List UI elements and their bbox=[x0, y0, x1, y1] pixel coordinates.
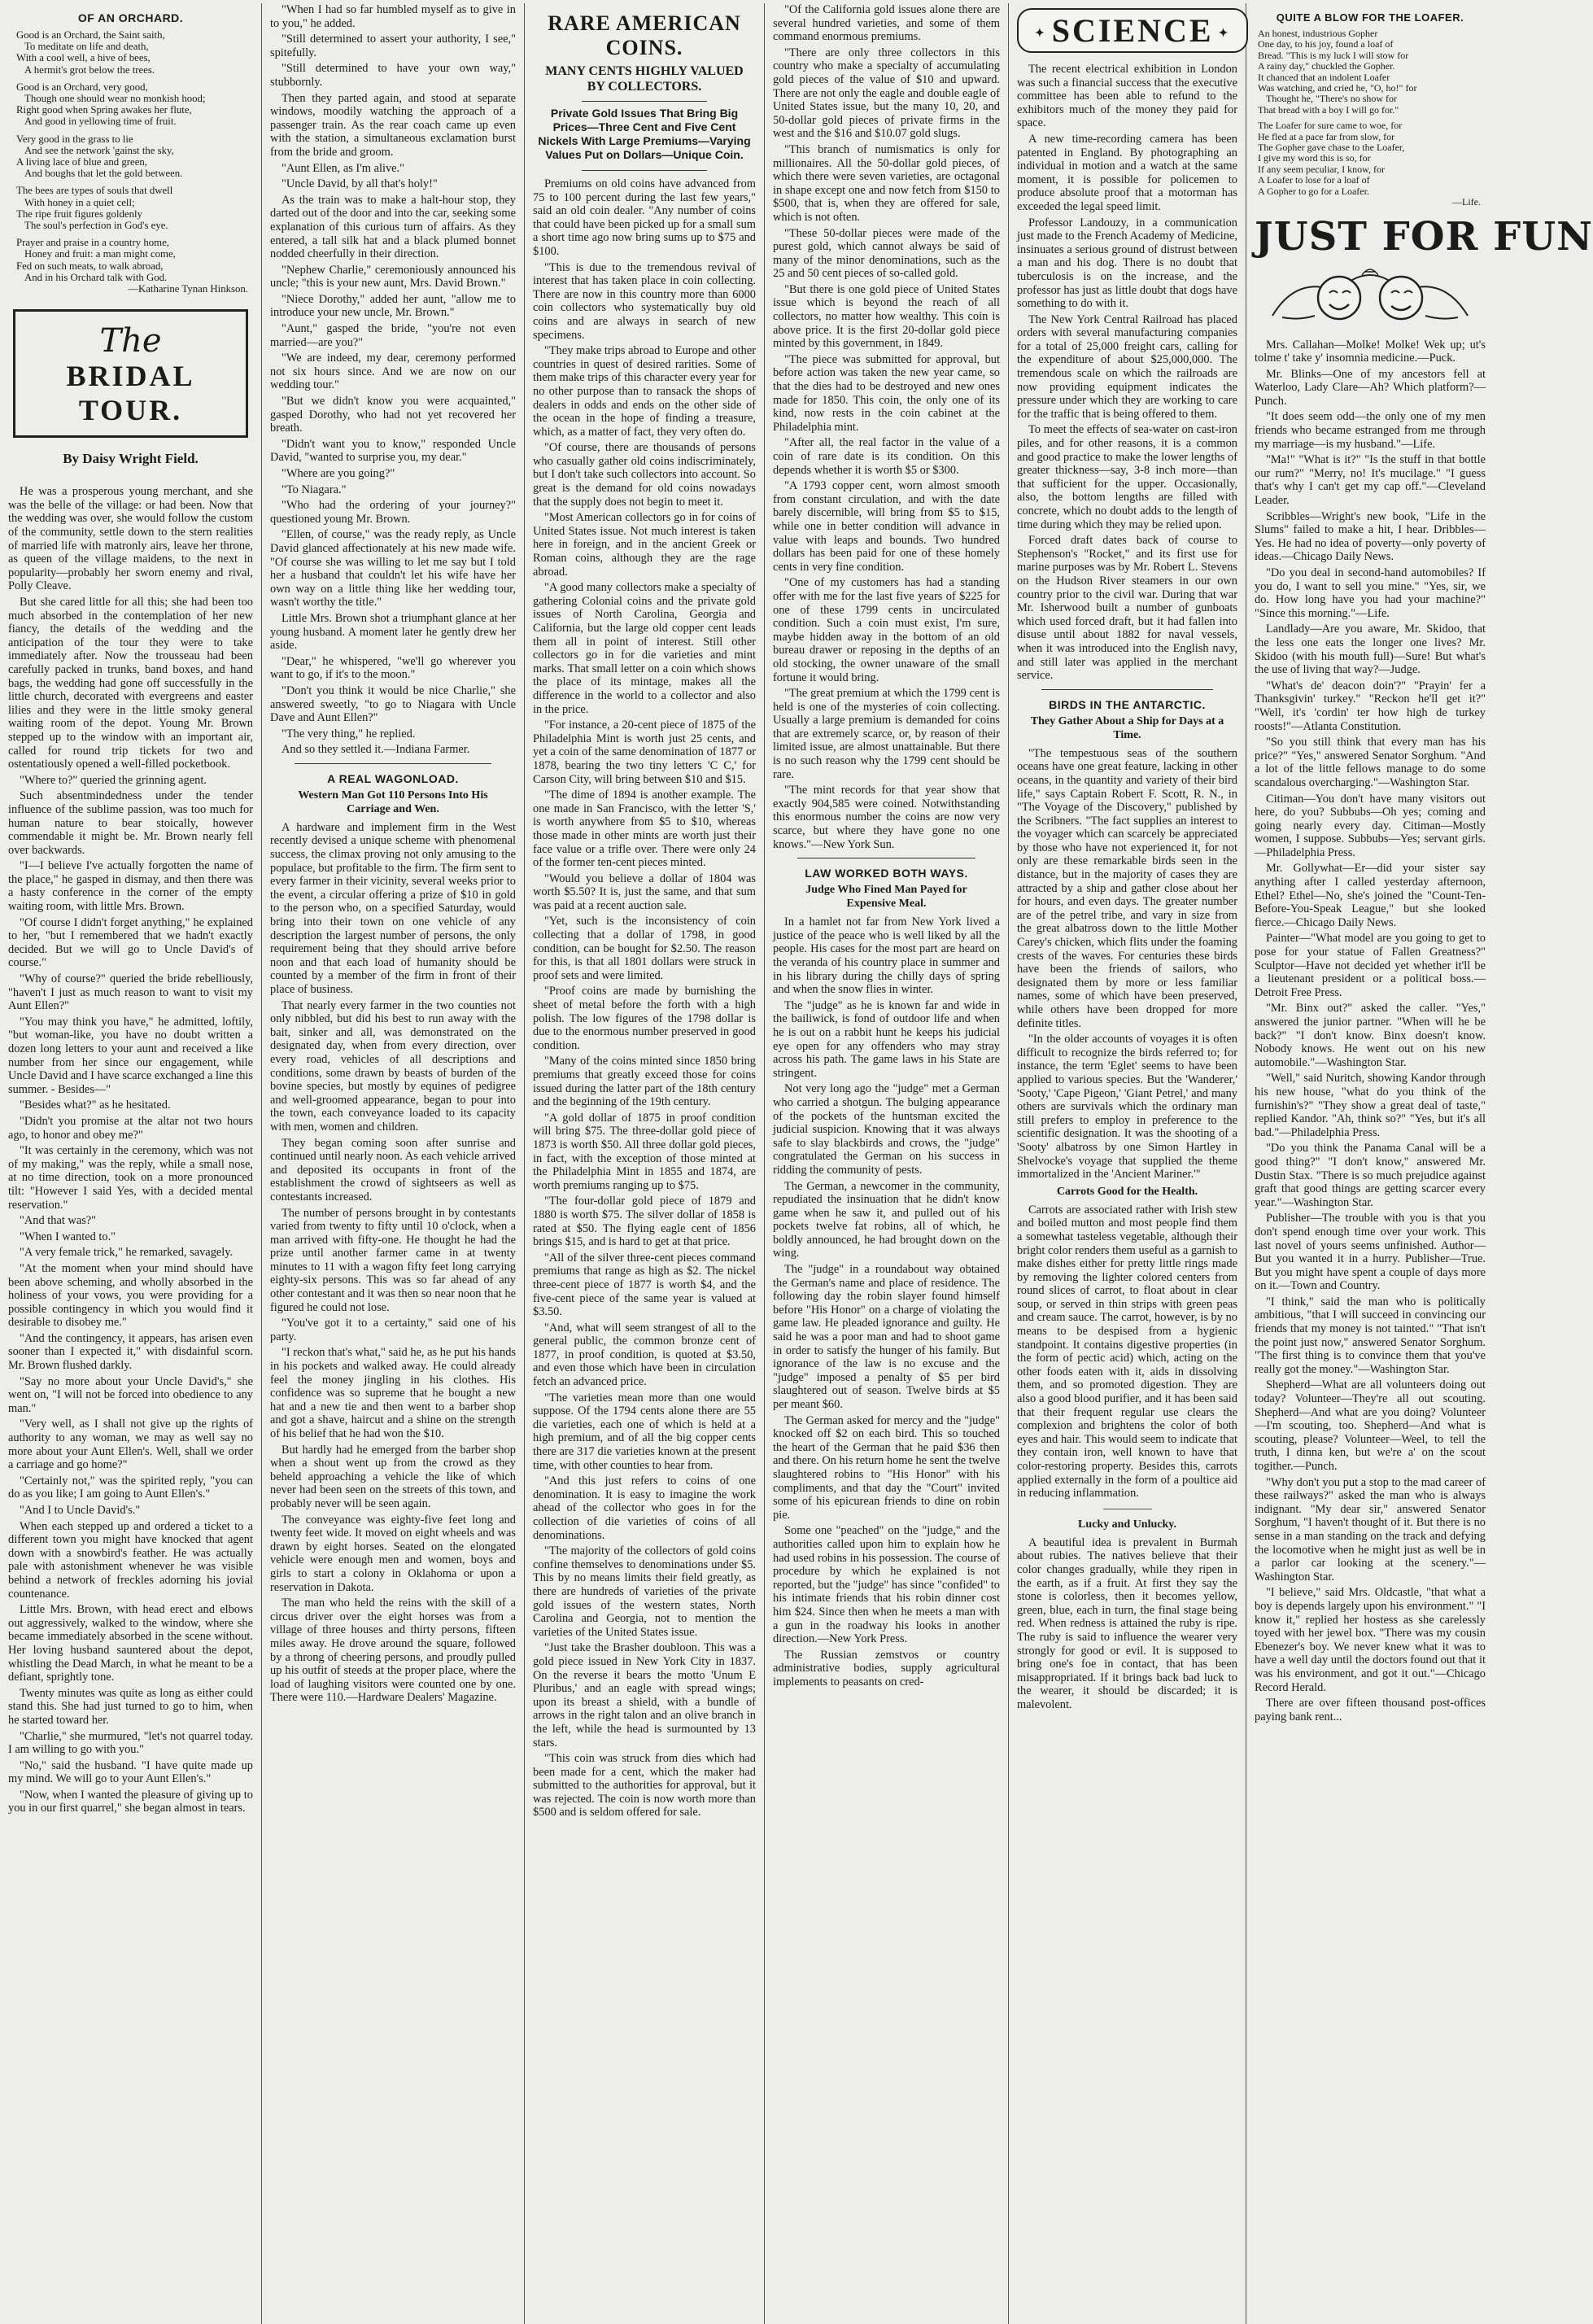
article-body bbox=[533, 177, 756, 1819]
paragraph: "Mr. Binx out?" asked the caller. "Yes," answered the junior partner. "When will he be back?" "I don't know. Binx doesn't know. Nobody knows. He went out on his new automobile."—Washington Star. bbox=[1255, 1002, 1486, 1069]
paragraph: "It does seem odd—the only one of my men friends who became estranged from me through my marriage—is my husband."—Life. bbox=[1255, 410, 1486, 451]
paragraph: "Charlie," she murmured, "let's not quarrel today. I am willing to go with you." bbox=[8, 1729, 253, 1757]
paragraph: And so they settled it.—Indiana Farmer. bbox=[282, 743, 470, 757]
poem-line: Bread. "This is my luck I will stow for bbox=[1258, 49, 1409, 61]
paragraph: "Now, when I wanted the pleasure of giving up to you in our first quarrel," she began almost in tears. bbox=[8, 1788, 253, 1815]
paragraph: "I think," said the man who is politically ambitious, "that I will succeed in convincing our friends that my money is not tainted." "That isn't the point just now," answered Senator Sorghum. "The first thing is to convince them that you've really got the money."—Washington Star. bbox=[1255, 1295, 1486, 1376]
paragraph: Carrots are associated rather with Irish stew and boiled mutton and most people find them a somewhat tasteless vegetable, although their bright color renders them useful as a garnish to make dishes either for pretty little rings made by removing the lighter colored centers from round slices of carrot, to float about in clear soup, or served in thin strips with green peas and cream sauce. The carrot, however, is by no means to be despised from a hygienic standpoint. It contains digestive properties (in the form of pectic acid) which, acting on the other foods eaten with it, aids in dissolving them, and so promoted digestion. They are also a good blood purifier, and it has been said that their frequent regular use clears the complexion and brightens the color of both eyes and hair. This would seem to indicate that they contain iron, well known to have that color-restoring property. Besides this, carrots applied externally in the form of a poultice aid in reducing inflammation. bbox=[1017, 1203, 1237, 1501]
paragraph: "Nephew Charlie," ceremoniously announced his uncle; "this is your new aunt, Mrs. David Brown." bbox=[270, 263, 516, 290]
science-banner-text: ✦ SCIENCE ✦ bbox=[1017, 8, 1248, 53]
paragraph: Citiman—You don't have many visitors out here, do you? Subbubs—Oh yes; coming and going nearly every day. Citiman—Mostly women, I suppose. Subbubs—Yes; servant girls.—Philadelphia Press. bbox=[1255, 792, 1486, 859]
paragraph: Little Mrs. Brown, with head erect and elbows out aggressively, walked to the window, where she became immediately absorbed in the scene without. Her loving husband sauntered about the depot, whistling the Dead March, in what he meant to be a defiant, sprightly tone. bbox=[8, 1603, 253, 1684]
paragraph: "The varieties mean more than one would suppose. Of the 1794 cents alone there are 55 die varieties, each one of which is held at a high premium, and of all the big copper cents there are 317 die varieties known at the present time, with other counties to hear from. bbox=[533, 1391, 756, 1472]
poem-line: The Gopher gave chase to the Loafer, bbox=[1258, 142, 1405, 154]
paragraph: Forced draft dates back of course to Stephenson's "Rocket," and its first use for marine purposes was by Mr. Robert L. Stevens on the Hudson River steamers in our own country prior to the civil war. During that war Mr. Isherwood built a number of gunboats which used forced draft, but it had fallen into disuse until about 1882 for naval vessels, when it was introduced into the English navy, and still later was applied in the merchant service. bbox=[1017, 534, 1237, 683]
article-body bbox=[773, 3, 1000, 851]
orchard-heading: OF AN ORCHARD. bbox=[77, 11, 184, 24]
paragraph: "Well," said Nuritch, showing Kandor through his new house, "what do you think of the furnishin's?" "They show a great deal of taste," replied Kandor. "Ah, think so?" "Yes, but it's all bad."—Philadelphia Press. bbox=[1255, 1072, 1486, 1139]
poem-line: With a cool well, a hive of bees, bbox=[16, 52, 151, 64]
column-1 bbox=[0, 3, 262, 2324]
paragraph: "But there is one gold piece of United States issue which is beyond the reach of all collectors, no matter how wealthy. This coin is above price. It is the first 20-dollar gold piece minted by this government, in 1849. bbox=[773, 282, 1000, 351]
paragraph: "Of course, there are thousands of persons who casually gather old coins indiscriminately, but I don't take such collectors into account. So great is the demand for old coins nowadays that the supply does not begin to meet it. bbox=[533, 441, 756, 509]
paragraph: "But we didn't know you were acquainted," gasped Dorothy, who had not yet recovered her breath. bbox=[270, 395, 516, 435]
paragraph: Mr. Gollywhat—Er—did your sister say anything after I called yesterday afternoon, Ethel? Ethel—No, she's joined the "Count-Ten-Before-You-Speak League," but she looked fierce.—Chicago Daily News. bbox=[1255, 862, 1486, 929]
paragraph: "You've got it to a certainty," said one of his party. bbox=[270, 1317, 516, 1343]
column-3 bbox=[525, 3, 765, 2324]
poem-line: And good in yellowing time of fruit. bbox=[24, 116, 177, 128]
law-subheading: Judge Who Fined Man Payed for Expensive Meal. bbox=[805, 884, 967, 911]
paragraph: Publisher—The trouble with you is that you don't spend enough time over your work. This last novel of yours seems unfinished. Author—But you wanted it in a hurry. Publisher—True. But you might have spent a couple of days more on it.—Town and Country. bbox=[1255, 1212, 1486, 1293]
poem-line: The bees are types of souls that dwell bbox=[16, 185, 173, 197]
paragraph: The German asked for mercy and the "judge" knocked off $2 on each bird. This so touched the heart of the German that he paid $36 then and there. On his return home he sent the twelve slaughtered robins to "His Honor" with his compliments, and that day the "Court" invited some of his epicurean friends to dine on robin pie. bbox=[773, 1413, 1000, 1522]
paragraph: "A gold dollar of 1875 in proof condition will bring $75. The three-dollar gold piece of 1873 is worth $50. All three dollar gold pieces, in fact, with the exception of those minted at the Philadelphia Mint in 1855 and 1874, are worth premiums ranging up to $75. bbox=[533, 1111, 756, 1192]
paragraph: "It was certainly in the ceremony, which was not of my making," was the reply, while a small nose, at no time direction, took on a more pronounced tilt: "However I said Yes, with a decided mental reservation." bbox=[8, 1144, 253, 1212]
paragraph: "When I had so far humbled myself as to give in to you," he added. bbox=[270, 3, 516, 30]
paragraph: "There are only three collectors in this country who make a specialty of accumulating gold pieces of the value of $10 and upward. There are not only the eagle and double eagle of United States issue, but the many 10, 20, and 50-dollar gold pieces of private firms in the west and the $16 and $10.07 gold slugs. bbox=[773, 46, 1000, 141]
paragraph: They began coming soon after sunrise and continued until nearly noon. As each vehicle arrived and deposited its occupants in front of the establishment the crowd of sightseers as well as contestants increased. bbox=[270, 1136, 516, 1204]
paragraph: "The piece was submitted for approval, but before action was taken the new year came, so that the dies had to be destroyed and new ones made for 1850. This coin, the only one of its kind, now rests in the coin cabinet at the Philadelphia mint. bbox=[773, 352, 1000, 434]
poem-line: The ripe fruit figures goldenly bbox=[16, 208, 142, 220]
paragraph: Professor Landouzy, in a communication just made to the French Academy of Medicine, insinuates a serious ground of distrust between a man and his dog. There is no doubt that tuberculosis is on the increase, and the professor has just as little doubt that dogs have something to do with it. bbox=[1017, 216, 1237, 311]
paragraph: "And I to Uncle David's." bbox=[20, 1504, 141, 1518]
poem-line: Fed on such meats, to walk abroad, bbox=[16, 260, 164, 272]
paragraph: "The four-dollar gold piece of 1879 and 1880 is worth $75. The silver dollar of 1858 is rated at $50. The flying eagle cent of 1856 brings $15, and is hard to get at that price. bbox=[533, 1195, 756, 1249]
paragraph: Painter—"What model are you going to get to pose for your statue of Fallen Greatness?" Sculptor—Have not decided yet whether it'll be a lieutenant president or a political boss.—Detroit Free Press. bbox=[1255, 932, 1486, 999]
paragraph: "Ma!" "What is it?" "Is the stuff in that bottle our rum?" "Merry, no! It's mucilage." "I guess that's why I can't get my cap off."—Cleveland Leader. bbox=[1255, 453, 1486, 508]
paragraph: Twenty minutes was quite as long as either could stand this. She had just turned to go to him, when he started toward her. bbox=[8, 1686, 253, 1727]
poem-line: That bread with a boy I will go for." bbox=[1258, 103, 1399, 116]
paragraph: "Didn't want you to know," responded Uncle David, "wanted to surprise you, my dear." bbox=[270, 437, 516, 465]
poem-line: Right good when Spring awakes her flute, bbox=[16, 104, 192, 116]
poem-line: Though one should wear no monkish hood; bbox=[24, 93, 206, 105]
paragraph: The "judge" as he is known far and wide in the bailiwick, is fond of outdoor life and when he is out on a rabbit hunt he keeps his judicial eye open for any offenders who may stray across his path. The game laws in his State are stringent. bbox=[773, 998, 1000, 1080]
paragraph: "The mint records for that year show that exactly 904,585 were coined. Notwithstanding this enormous number the coins are now very scarce, but where they have gone no one knows."—New York Sun. bbox=[773, 784, 1000, 851]
paragraph: "Where are you going?" bbox=[282, 467, 395, 480]
poem-attribution: —Life. bbox=[1452, 196, 1481, 208]
paragraph: "A good many collectors make a specialty of gathering Colonial coins and the private gold issues of North Carolina, Georgia and California, but the large old copper cent leads them all in point of interest. Still other collectors go in for die varieties and mint marks. That small letter on a coin which shows the place of its mintage, makes all the difference in the world to a collector and also in the price. bbox=[533, 581, 756, 716]
paragraph: "Uncle David, by all that's holy!" bbox=[282, 177, 438, 191]
paragraph: "We are indeed, my dear, ceremony performed not six hours since. And we are now on our wedding tour." bbox=[270, 352, 516, 392]
paragraph: When each stepped up and ordered a ticket to a different town you might have knocked that agent down with a snowbird's feather. He was actually pale with astonishment whenever he was visible behind a network of freckles adorning his jovial countenance. bbox=[8, 1519, 253, 1601]
paragraph: "I reckon that's what," said he, as he put his hands in his pockets and walked away. He could already feel the money jingling in his clothes. His confidence was so supreme that he bought a new hat and a new tie and then went to a barber shop and got a shave, haircut and a shine on the strength of his belief that he had won the $10. bbox=[270, 1346, 516, 1440]
paragraph: "What's de' deacon doin'?" "Prayin' fer a Thanksgivin' turkey." "Reckon he'll get it?" "Well, it's 'cordin' ter how high de turkey roosts!"—Atlanta Constitution. bbox=[1255, 679, 1486, 733]
paragraph: "A 1793 copper cent, worn almost smooth from constant circulation, and with the date barely discernible, will bring from $5 to $15, while one in better condition will advance in value with leaps and bounds. Two hundred dollars has been paid for one of these homely cents in very fine condition. bbox=[773, 479, 1000, 574]
paragraph: "And, what will seem strangest of all to the general public, the common bronze cent of 1877, in proof condition, is quoted at $3.50, and even those which have been in circulation fetch an advanced price. bbox=[533, 1321, 756, 1389]
paragraph: "Don't you think it would be nice Charlie," she answered sweetly, "to go to Niagara with Uncle Dave and Aunt Ellen?" bbox=[270, 684, 516, 725]
paragraph: As the train was to make a halt-hour stop, they darted out of the door and into the car, seeking some explanation of this curious turn of affairs. As they entered, a tall silk hat and a black plumed bonnet nodded cheerfully in their direction. bbox=[270, 193, 516, 261]
paragraph: He was a prosperous young merchant, and she was the belle of the village: or had been. Now that the wedding was over, she would follow the custom of the community, settle down to the stern realities of married life with matronly airs, leave her throne, as queen of the village maidens, to the next in popularity—probably her sworn enemy and rival, Polly Cleave. bbox=[8, 485, 253, 593]
paragraph: "One of my customers has had a standing offer with me for the last five years of $225 for one of these 1799 cents in uncirculated condition. Such a coin must exist, I'm sure, maybe hidden away in the bottom of an old bureau drawer or reposing in the depths of an old stocking, the owner unaware of the small fortune it would bring. bbox=[773, 576, 1000, 684]
article-body bbox=[1017, 1204, 1237, 1501]
paragraph: "Would you believe a dollar of 1804 was worth $5.50? It is, just the same, and that sum was paid at a recent auction sale. bbox=[533, 872, 756, 912]
paragraph: The "judge" in a roundabout way obtained the German's name and place of residence. The following day the robin slayer found himself before "His Honor" on a charge of violating the game law. He pleaded ignorance and guilty. He said he was a poor man and had to shoot game in order to satisfy the hunger of his family. But ignorance of the law is no excuse and the "judge" imposed a penalty of $5 per bird slaughtered out of season. Twelve birds at $5 per meant $60. bbox=[773, 1263, 1000, 1411]
paragraph: "No," said the husband. "I have quite made up my mind. We will go to your Aunt Ellen's." bbox=[8, 1758, 253, 1786]
poem-line: A hermit's grot below the trees. bbox=[24, 63, 155, 76]
paragraph: The recent electrical exhibition in London was such a financial success that the executive committee has been able to refund to the exhibitors much of the money they paid for space. bbox=[1017, 63, 1237, 130]
bridal-title: BRIDAL TOUR. bbox=[66, 360, 195, 427]
poem-line: Was watching, and cried he, "O, ho!" for bbox=[1258, 82, 1417, 94]
paragraph: Scribbles—Wright's new book, "Life in the Slums" failed to make a hit, I hear. Dribbles—Yes. He had no idea of poverty—only poverty of ideas.—Chicago Daily News. bbox=[1255, 509, 1486, 564]
poem-line: Very good in the grass to lie bbox=[16, 133, 133, 145]
paragraph: "Why don't you put a stop to the mad career of these railways?" asked the man who is always indignant. "My dear sir," answered Senator Sorghum, "I haven't thought of it. But there is no sense in a man standing on the track and defying the locomotive when he might just as well be in a parlor car looking at the scenery."—Washington Star. bbox=[1255, 1475, 1486, 1584]
poem-line: And in his Orchard talk with God. bbox=[24, 271, 168, 283]
paragraph: "So you still think that every man has his price?" "Yes," answered Senator Sorghum. "And a lot of the little fellows manage to do some scandalous overcharging."—Washington Star. bbox=[1255, 736, 1486, 789]
poem-line: And see the network 'gainst the sky, bbox=[24, 144, 174, 156]
paragraph: "Ellen, of course," was the ready reply, as Uncle David glanced affectionately at his new made wife. "Of course she was willing to let me say but I told her a husband that couldn't let his wife have her own way on a little thing like her wedding tour, wasn't worthy the title." bbox=[270, 528, 516, 609]
paragraph: The man who held the reins with the skill of a circus driver over the eight horses was from a village of three houses and thirty persons, fifteen miles away. He drove around the square, followed by a throng of cheering persons, and proudly pulled up his outfit of steeds at the proper place, where the load of laughing visitors were counted one by one. There were 110.—Hardware Dealers' Magazine. bbox=[270, 1597, 516, 1705]
paragraph: "The majority of the collectors of gold coins confine themselves to denominations under $5. This by no means limits their field greatly, as there are hundreds of varieties of the private gold issues of the western states, North Carolina and Georgia, not to mention the varieties of the United States issue. bbox=[533, 1544, 756, 1639]
carrots-heading: Carrots Good for the Health. bbox=[1056, 1185, 1198, 1198]
paragraph: "Do you deal in second-hand automobiles? If you do, I want to sell you mine." "Yes, sir, we do. How long have you had your machine?" "Since this morning."—Life. bbox=[1255, 566, 1486, 620]
paragraph: "To Niagara." bbox=[282, 483, 347, 496]
poem-line: A Gopher to go for a Loafer. bbox=[1258, 185, 1369, 197]
paragraph: "For instance, a 20-cent piece of 1875 of the Philadelphia Mint is worth just 25 cents, and yet a coin of the same denomination of 1877 or 1878, bearing the two tiny letters 'C C,' for Carson City, will bring between $10 and $15. bbox=[533, 719, 756, 786]
poem-line: The Loafer for sure came to woe, for bbox=[1258, 120, 1403, 132]
article-body bbox=[1017, 1536, 1237, 1712]
paragraph: "The tempestuous seas of the southern oceans have one great feature, lacking in other oceans, in the quantity and variety of their bird life," says Captain Robert F. Scott, R. N., in "The Voyage of the Discovery," published by the Scribners. "The fact supplies an interest to the voyager which can scarcely be appreciated by those who have not experienced it, for not only are these remarkable birds seen in the distance, but in the majority of cases they are attracted by a ship and gather close about her for hours, and even days. The greater number are of the petrel tribe, and vary in size from the great albatross down to the little Mother Carey's chicken, which flits under the foaming crests of the waves. For centuries these birds have been the friends of sailors, who designated them by more or less familiar names, some of which have been preserved, while others have been dropped for more definite titles. bbox=[1017, 746, 1237, 1030]
wagonload-subheading: Western Man Got 110 Persons Into His Carriage and Wen. bbox=[298, 788, 488, 815]
paragraph: "And this just refers to coins of one denomination. It is easy to imagine the work ahead of the collector who goes in for the collection of die varieties of coins of all denominations. bbox=[533, 1474, 756, 1542]
paragraph: In a hamlet not far from New York lived a justice of the peace who is well liked by all the people. His cases for the most part are heard on the veranda of his country place in summer and in his library during the chilly days of spring and when the snow flies in winter. bbox=[773, 915, 1000, 997]
paragraph: "Say no more about your Uncle David's," she went on, "I will not be forced into obedience to any man." bbox=[8, 1374, 253, 1415]
paragraph: "The dime of 1894 is another example. The one made in San Francisco, with the letter 'S,' is worth anywhere from $5 to $10, whereas those made in other mints are worth just their face value or a trifle over. There were only 24 of the former ten-cent pieces minted. bbox=[533, 788, 756, 870]
paragraph: The conveyance was eighty-five feet long and twenty feet wide. It moved on eight wheels and was drawn by eight horses. Seated on the elongated vehicle were enough men and women, boys and girls to start a colony in Oklahoma or upon a reservation in Dakota. bbox=[270, 1513, 516, 1594]
paragraph: "Who had the ordering of your journey?" questioned young Mr. Brown. bbox=[270, 499, 516, 526]
paragraph: The Russian zemstvos or country administrative bodies, supply agricultural implements to peasants on cred- bbox=[773, 1648, 1000, 1688]
paragraph: "At the moment when your mind should have been above scheming, and wholly absorbed in the holiness of your vows, you were providing for a possible contingency in which you would find it desirable to disobey me." bbox=[8, 1261, 253, 1330]
coins-summary: Private Gold Issues That Bring Big Prices—Three Cent and Five Cent Nickels With Large Premiums—Varying Values Put on Dollars—Unique Coin. bbox=[538, 107, 751, 161]
poem-line: A Loafer to lose for a loaf of bbox=[1258, 174, 1370, 186]
paragraph: A new time-recording camera has been patented in England. By photographing an individual in motion and a watch at the same moment, it is possible for policemen to produce absolute proof that a motorman has exceeded the legal speed limit. bbox=[1017, 132, 1237, 213]
poem-line: A rainy day," chuckled the Gopher. bbox=[1258, 60, 1395, 72]
poem-line: He fled at a pace far from slow, for bbox=[1258, 130, 1395, 142]
paragraph: "This is due to the tremendous revival of interest that has taken place in coin collecting. There are now in this country more than 6000 coin collectors who systematically buy old coins and are always in search of new specimens. bbox=[533, 260, 756, 342]
paragraph: Mr. Blinks—One of my ancestors fell at Waterloo, Lady Clare—Ah? Which platform?—Punch. bbox=[1255, 367, 1486, 408]
paragraph: "Most American collectors go in for coins of United States issue. Not much interest is taken here in foreign, and in the ancient Greek or Roman coins, although they are the rage abroad. bbox=[533, 511, 756, 579]
article-body bbox=[8, 485, 253, 1815]
paragraph: "In the older accounts of voyages it is often difficult to recognize the birds referred to; for instance, the term 'Eglet' seems to have been applied to various species. But the 'Wanderer,' 'Sooty,' 'Cape Pigeon,' 'Giant Petrel,' and many others are survivals which the ordinary man still prefers to employ in preference to the scientific designation. It was the shooting of a 'Sooty' albatross by one Simon Hartley in Shelvocke's voyage that supplied the theme immortalized in the 'Ancient Mariner.'" bbox=[1017, 1033, 1237, 1182]
paragraph: "Still determined to assert your authority, I see," spitefully. bbox=[270, 33, 516, 59]
paragraph: "I—I believe I've actually forgotten the name of the place," he gasped in dismay, and then there was a hasty conference in the corner of the empty waiting room, with little Mrs. Brown. bbox=[8, 859, 253, 914]
poem-line: A living lace of blue and green, bbox=[16, 156, 147, 168]
article-body bbox=[1255, 339, 1486, 1724]
byline: By Daisy Wright Field. bbox=[63, 451, 199, 467]
poem-line: With honey in a quiet cell; bbox=[24, 196, 135, 208]
paragraph: "A very female trick," he remarked, savagely. bbox=[20, 1246, 233, 1260]
paragraph: "The very thing," he replied. bbox=[282, 727, 416, 740]
paragraph: That nearly every farmer in the two counties not only nibbled, but did his best to run away with the bait, sinker and all, was demonstrated on the designated day, when from every direction, over every road, vehicles of all descriptions and conditions, some drawn by beasts of burden of the bovine species, but mostly by equines of pedigree and well-groomed appearance, began to pour into the town, each conveyance loaded to its capacity with men, women and children. bbox=[270, 998, 516, 1134]
paragraph: To meet the effects of sea-water on cast-iron piles, and for other reasons, it is a common and good practice to make the lower lengths of greater thickness—say, 3-8 inch more—than that sufficient for the upper. Occasionally, also, the bottom lengths are filled with concrete, which no doubt adds to the length of time during which they may be relied upon. bbox=[1017, 423, 1237, 531]
paragraph: "Where to?" queried the grinning agent. bbox=[20, 773, 207, 787]
bridal-tour-headline-box bbox=[13, 309, 248, 438]
paragraph: "This branch of numismatics is only for millionaires. All the 50-dollar gold pieces, of which there were seven varieties, are octagonal in shape except one and now fetch from $150 to $500, that is, when they are offered for sale, which is not often. bbox=[773, 142, 1000, 224]
science-banner bbox=[1017, 8, 1237, 53]
divider bbox=[582, 170, 707, 171]
birds-subheading: They Gather About a Ship for Days at a Time. bbox=[1030, 714, 1224, 741]
paragraph: "Yet, such is the inconsistency of coin collecting that a dollar of 1798, in good condition, can be bought for $2.50. The reason for this, is that all 1801 dollars were struck in proof sets and were limited. bbox=[533, 915, 756, 982]
bridal-the: The bbox=[99, 322, 162, 360]
paragraph: "Just take the Brasher doubloon. This was a gold piece issued in New York City in 1837. On the reverse it bears the motto 'Unum E Pluribus,' and an eagle with spread wings; upon its breast a shield, with a bundle of arrows in the right talon and an olive branch in the left, while the head is surmounted by 13 stars. bbox=[533, 1641, 756, 1750]
paragraph: "Very well, as I shall not give up the rights of authority to any woman, we may as well say no more about your Aunt Ellen's. Well, shall we order a carriage and go home?" bbox=[8, 1418, 253, 1472]
paragraph: "You may think you have," he admitted, loftily, "but woman-like, you have no doubt written a dozen long letters to your aunt and received a like number from her since our engagement, while Uncle David and I have scarce exchanged a line this summer. - Besides—" bbox=[8, 1015, 253, 1096]
paragraph: "Of the California gold issues alone there are several hundred varieties, and some of them command enormous premiums. bbox=[773, 3, 1000, 44]
paragraph: "Many of the coins minted since 1850 bring premiums that greatly exceed those for coins issued during the latter part of the 18th century and the beginning of the 19th century. bbox=[533, 1055, 756, 1109]
paragraph: "After all, the real factor in the value of a coin of rare date is its condition. On this depends whether it is worth $5 or $300. bbox=[773, 436, 1000, 477]
article-body bbox=[270, 821, 516, 1705]
paragraph: "Still determined to have your own way," stubbornly. bbox=[270, 62, 516, 89]
poem-line: It chanced that an indolent Loafer bbox=[1258, 71, 1390, 83]
paragraph: "Aunt Ellen, as I'm alive." bbox=[282, 161, 405, 175]
poem-line: An honest, industrious Gopher bbox=[1258, 28, 1378, 39]
column-4 bbox=[765, 3, 1009, 2324]
law-heading: LAW WORKED BOTH WAYS. bbox=[805, 867, 968, 880]
divider bbox=[295, 763, 491, 764]
coins-deck: MANY CENTS HIGHLY VALUED BY COLLECTORS. bbox=[545, 64, 744, 94]
poem-line: The soul's perfection in God's eye. bbox=[24, 220, 168, 232]
paragraph: "And that was?" bbox=[20, 1214, 97, 1228]
paragraph: There are over fifteen thousand post-offices paying bank rent... bbox=[1255, 1697, 1486, 1723]
paragraph: Mrs. Callahan—Molke! Molke! Wek up; ut's tolme t' take y' insomnia medicine.—Puck. bbox=[1255, 338, 1486, 365]
paragraph: "Niece Dorothy," added her aunt, "allow me to introduce your new uncle, Mr. Brown." bbox=[270, 292, 516, 320]
paragraph: Not very long ago the "judge" met a German who carried a shotgun. The bulging appearance of the pockets of the huntsman excited the judicial suspicion. Knowing that it was always safe to slay blackbirds and crows, the "judge" congratulated the German on his success in ridding the community of pests. bbox=[773, 1082, 1000, 1177]
article-body bbox=[773, 915, 1000, 1688]
poem-line: Thought he, "There's no show for bbox=[1266, 93, 1398, 105]
poem-line: Honey and fruit: a man might come, bbox=[24, 248, 176, 260]
paragraph: "All of the silver three-cent pieces command premiums that range as high as $2. The nickel three-cent piece of 1877 is worth $4, and the five-cent piece of the same year is valued at $3.50. bbox=[533, 1251, 756, 1319]
paragraph: Shepherd—What are all volunteers doing out today? Volunteer—They're all out scouting. Shepherd—And what are you doing? Volunteer—I'm scouting, too. Shepherd—And what is scouting, please? Volunteer—Weel, to tell the truth, I dinna ken, but we're a' on the scout togither.—Punch. bbox=[1255, 1378, 1486, 1473]
birds-heading: BIRDS IN THE ANTARCTIC. bbox=[1049, 697, 1206, 711]
paragraph: "Besides what?" as he hesitated. bbox=[20, 1099, 171, 1112]
paragraph: "Certainly not," was the spirited reply, "you can do as you like; I am going to Aunt Ellen's." bbox=[8, 1474, 253, 1501]
article-body bbox=[1017, 747, 1237, 1182]
paragraph: "Proof coins are made by burnishing the sheet of metal before the forth with a high polish. The low figures of the 1798 dollar is due to the enormous number preserved in good condition. bbox=[533, 985, 756, 1052]
poem-attribution: —Katharine Tynan Hinkson. bbox=[128, 283, 248, 295]
lucky-heading: Lucky and Unlucky. bbox=[1078, 1518, 1176, 1531]
poem-line: I give my word this is so, for bbox=[1258, 152, 1371, 164]
paragraph: Landlady—Are you aware, Mr. Skidoo, that the less one eats the longer one lives? Mr. Skidoo (with his mouth full)—Sure! But what's the use of living that way?—Judge. bbox=[1255, 622, 1486, 677]
comic-masks-illustration bbox=[1264, 259, 1476, 330]
article-body bbox=[270, 3, 516, 757]
paragraph: "Why of course?" queried the bride rebelliously, "haven't I just as much reason to want to visit my Aunt Ellen?" bbox=[8, 972, 253, 1013]
paragraph: But she cared little for all this; she had been too much absorbed in the contemplation of her new fiancy, the details of the wedding and the anticipation of the tour they were to take immediately after. Now the trousseau had been carefully packed in trunks, band boxes, and hand bags, the wedding had gone off successfully in the little church, decorated with evergreens and easter lilies and they were in the little smoky general waiting room of the depot. Young Mr. Brown stepped up to the window with an important air, called for round trip tickets for two and ostentatiously opened a well-filled pocketbook. bbox=[8, 596, 253, 771]
paragraph: "Didn't you promise at the altar not two hours ago, to honor and obey me?" bbox=[8, 1114, 253, 1142]
paragraph: "Of course I didn't forget anything," he explained to her, "but I remembered that we hadn't exactly decided. But we will go to Uncle David's of course." bbox=[8, 915, 253, 970]
poem-line: And boughs that let the gold between. bbox=[24, 168, 183, 180]
just-for-fun-title: JUST FOR FUN bbox=[1255, 213, 1593, 260]
paragraph: "Aunt," gasped the bride, "you're not even married—are you?" bbox=[270, 322, 516, 349]
coins-heading: RARE AMERICAN COINS. bbox=[548, 11, 741, 59]
poem-line: To meditate on life and death, bbox=[24, 41, 149, 53]
paragraph: "When I wanted to." bbox=[20, 1230, 116, 1243]
column-6 bbox=[1246, 3, 1593, 2324]
paragraph: The number of persons brought in by contestants varied from twenty to fifty until 10 o'clock, when a man arrived with fifty-one. He thought he had the prize until another farmer came in at twenty minutes to 11 with a wagon fifty feet long carrying eighty-six persons. This was so far ahead of any other contestant and it was then so near noon that he figured he could not lose. bbox=[270, 1206, 516, 1314]
paragraph: Little Mrs. Brown shot a triumphant glance at her young husband. A moment later he gently drew her aside. bbox=[270, 611, 516, 653]
paragraph: "These 50-dollar pieces were made of the purest gold, which cannot always be said of many of the minor denominations, such as the 25 and 50 cent pieces of so-called gold. bbox=[773, 226, 1000, 281]
paragraph: A hardware and implement firm in the West recently devised a unique scheme with phenomenal success, the climax proving not only amusing to the populace, but profitable to the firm. The firm sent to every farmer in their vicinity, several weeks prior to the event, a circular offering a prize of $10 in gold to the person who, on a specified Saturday, would bring into their town on one vehicle of any description the largest number of persons, the only requirement being that they should arrive before noon and that each load of humanity should be counted by a member of the firm in front of their place of business. bbox=[270, 820, 516, 996]
paragraph: "The great premium at which the 1799 cent is held is one of the mysteries of coin collecting. Usually a large premium is demanded for coins that are extremely scarce, or, by reason of their limited issue, are almost unattainable. But there is no such reason why the 1799 cent should be rare. bbox=[773, 687, 1000, 781]
paragraph: Premiums on old coins have advanced from 75 to 100 percent during the last few years," said an old coin dealer. "Any number of coins that could have been picked up for a small sum a short time ago now bring sums up to $75 and $100. bbox=[533, 177, 756, 258]
paragraph: "Dear," he whispered, "we'll go wherever you want to go, if it's to the moon." bbox=[270, 654, 516, 682]
paragraph: But hardly had he emerged from the barber shop when a shout went up from the crowd as they beheld approaching a vehicle the like of which never had been seen on the streets of this town, and probably never will be seen again. bbox=[270, 1443, 516, 1510]
divider bbox=[1041, 689, 1213, 690]
poem-line: If any seem peculiar, I know, for bbox=[1258, 163, 1386, 175]
paragraph: "This coin was struck from dies which had been made for a cent, which the maker had submitted to the authorities for approval, but it was rejected. The coin is now worth more than $500 and is seldom offered for sale. bbox=[533, 1752, 756, 1819]
divider bbox=[582, 101, 707, 102]
paragraph: A beautiful idea is prevalent in Burmah about rubies. The natives believe that their color changes gradually, while they ripen in the earth, as if a fruit. At first they say the stone is colorless, then it becomes yellow, green, blue, each in turn, the final stage being red. When redness is attained the ruby is ripe. The ruby is said to influence the wearer very strongly for good or evil. It is supposed to bring one's foe in contact, that has been misappropriated. If it brings back bad luck to the wearer, it should be discarded; it is malevolent. bbox=[1017, 1536, 1237, 1711]
paragraph: "Do you think the Panama Canal will be a good thing?" "I don't know," answered Mr. Dustin Stax. "There is so much prejudice against graft that good things are getting scarcer every year."—Washington Star. bbox=[1255, 1142, 1486, 1209]
poem-line: Good is an Orchard, the Saint saith, bbox=[16, 29, 165, 41]
article-body bbox=[1017, 63, 1237, 683]
gopher-poem bbox=[1258, 28, 1486, 208]
column-5 bbox=[1009, 3, 1246, 2324]
paragraph: "I believe," said Mrs. Oldcastle, "that what a boy is depends largely upon his environment." "I know it," replied her hostess as she carelessly toyed with her jewel box. "There was my cousin Ebenezer's boy. We never knew what it was to have a well day until the doctors found out that it was his environment, and got it out."—Chicago Record Herald. bbox=[1255, 1586, 1486, 1694]
paragraph: The German, a newcomer in the community, repudiated the insinuation that he didn't know game when he saw it, and pulled out of his pockets twelve fat robins, all of which, he boldly announced, he had brought down on the wing. bbox=[773, 1179, 1000, 1260]
poem-line: Good is an Orchard, very good, bbox=[16, 81, 148, 93]
paragraph: The New York Central Railroad has placed orders with several manufacturing companies for a total of 25,000 freight cars, calling for the expenditure of about $25,000,000. The tremendous scale on which the railroads are now providing equipment indicates the pressure under which they are working to care for the traffic that is being offered to them. bbox=[1017, 312, 1237, 421]
paragraph: "They make trips abroad to Europe and other countries in quest of desired rarities. Some of them make trips of this character every year for no other purpose than to ransack the shops of dealers in odds and ends on the other side of the ocean in the hope of finding a treasure, which, as a matter of fact, they very often do. bbox=[533, 344, 756, 439]
gopher-heading: QUITE A BLOW FOR THE LOAFER. bbox=[1276, 11, 1464, 24]
paragraph: "And the contingency, it appears, has arisen even sooner than I expected it," with disdainful scorn. Mr. Brown flushed darkly. bbox=[8, 1331, 253, 1373]
paragraph: Then they parted again, and stood at separate windows, moodily watching the approach of a passenger train. As the rear coach came up even with the station, a simultaneous exclamation burst from the bride and groom. bbox=[270, 91, 516, 159]
paragraph: Such absentmindedness under the tender influence of the sublime passion, was too much for human nature to bear stoically, however commendable it might be. Mr. Brown nearly fell over backwards. bbox=[8, 789, 253, 857]
column-2 bbox=[262, 3, 525, 2324]
wagonload-heading: A REAL WAGONLOAD. bbox=[327, 771, 459, 785]
paragraph: Some one "peached" on the "judge," and the authorities called upon him to explain how he had used robins in his possession. The course of procedure by which he explained is not reported, but the "judge" has since "confided" to his intimate friends that his robin dinner cost him $24. Since then when he meets a man with a gun in the roadway his looks in another direction.—New York Press. bbox=[773, 1524, 1000, 1646]
orchard-poem bbox=[16, 29, 253, 295]
poem-line: One day, to his joy, found a loaf of bbox=[1258, 38, 1394, 50]
poem-line: Prayer and praise in a country home, bbox=[16, 237, 169, 249]
